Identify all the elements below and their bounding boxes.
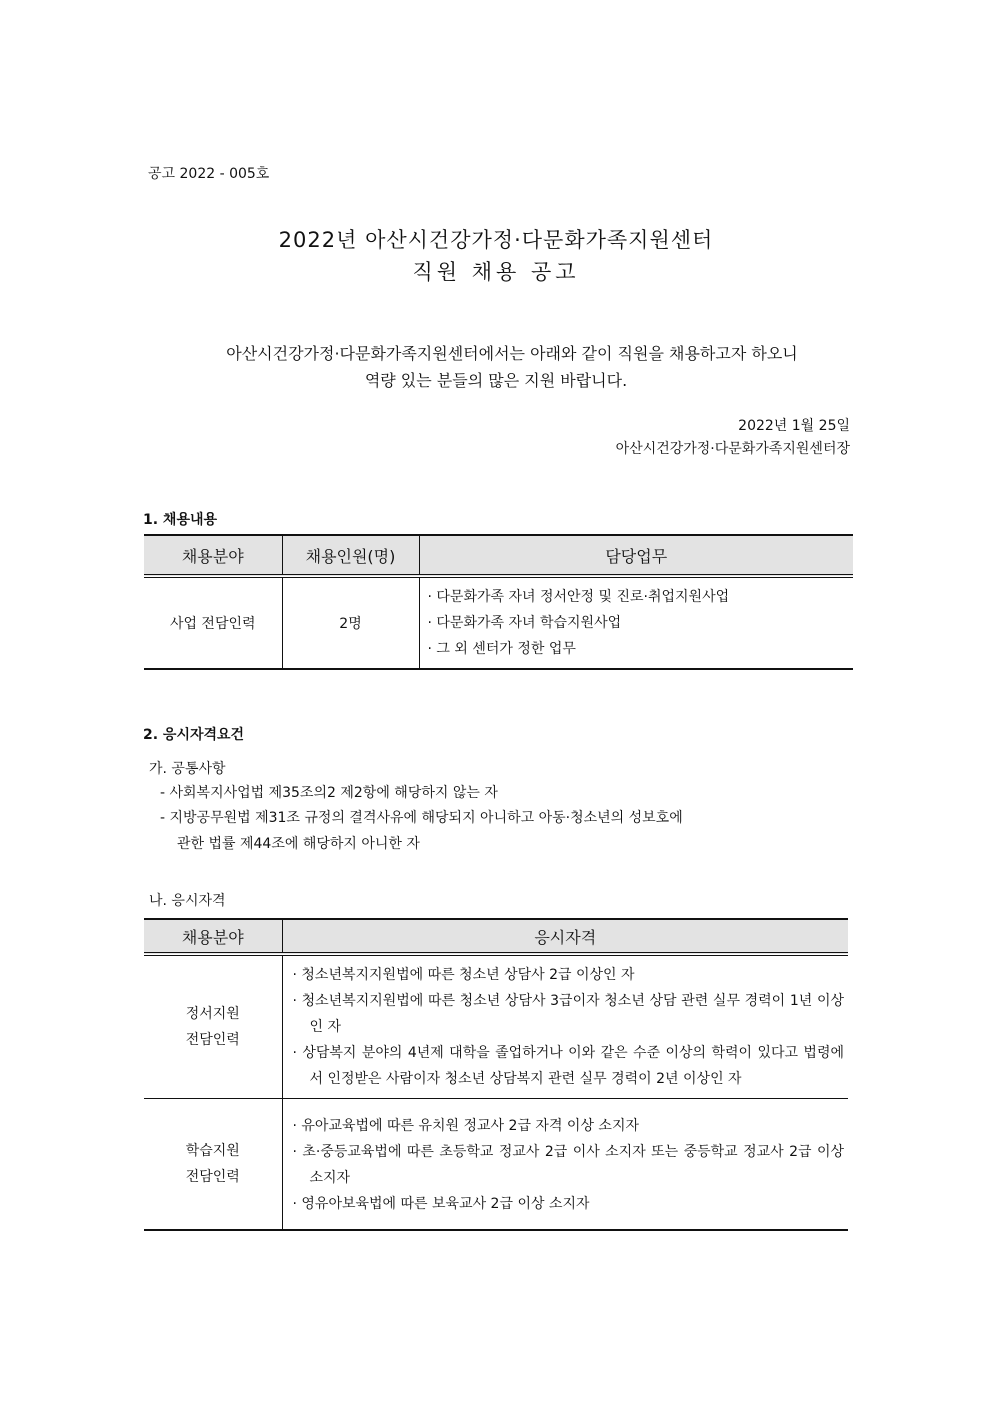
- qualification-item: · 유아교육법에 따른 유치원 정교사 2급 자격 이상 소지자: [292, 1118, 639, 1134]
- duty-item: · 다문화가족 자녀 학습지원사업: [427, 615, 622, 631]
- cell-qualification: [282, 1099, 848, 1231]
- qualification-table-header: [144, 919, 848, 954]
- recruitment-table-header: [144, 535, 853, 576]
- header-qualification: 응시자격: [282, 919, 848, 954]
- qualification-table: [144, 918, 848, 1231]
- qualification-item: · 상담복지 분야의 4년제 대학을 졸업하거나 이와 같은 수준 이상의 학력이 있다고 법령에서 인정받은 사람이자 청소년 상담복지 관련 실무 경력이 2년 이상인 자: [292, 1045, 844, 1087]
- header-count: 채용인원(명): [282, 535, 419, 576]
- qualification-item: · 초·중등교육법에 따른 초등학교 정교사 2급 이사 소지자 또는 중등학교 정교사 2급 이상 소지자: [292, 1144, 844, 1186]
- cell-qualification: [282, 954, 848, 1099]
- qualification-item: · 청소년복지지원법에 따른 청소년 상담사 3급이자 청소년 상담 관련 실무 경력이 1년 이상인 자: [292, 993, 844, 1035]
- signer: 아산시건강가정·다문화가족지원센터장: [615, 441, 850, 457]
- common-requirement-item: 관한 법률 제44조에 해당하지 아니한 자: [177, 836, 420, 852]
- section2-heading: 2. 응시자격요건: [143, 727, 245, 743]
- header-field: 채용분야: [144, 535, 282, 576]
- page-title-line2: 직원 채용 공고: [412, 260, 580, 284]
- qualification-label: 나. 응시자격: [149, 893, 226, 909]
- cell-duties: [419, 576, 853, 669]
- cell-field: 사업 전담인력: [144, 576, 282, 669]
- notice-date: 2022년 1월 25일: [738, 418, 850, 434]
- common-requirement-item: - 지방공무원법 제31조 규정의 결격사유에 해당되지 아니하고 아동·청소년의 성보호에: [160, 810, 683, 826]
- cell-field: [144, 954, 282, 1099]
- common-requirements-label: 가. 공통사항: [149, 761, 226, 777]
- duty-item: · 그 외 센터가 정한 업무: [427, 641, 576, 657]
- recruitment-table: [144, 534, 853, 670]
- intro-line1: 아산시건강가정·다문화가족지원센터에서는 아래와 같이 직원을 채용하고자 하오니: [226, 344, 798, 363]
- section1-heading: 1. 채용내용: [143, 512, 218, 528]
- field-line: 전담인력: [185, 1032, 240, 1048]
- duty-item: · 다문화가족 자녀 정서안정 및 진로·취업지원사업: [427, 589, 730, 605]
- qualification-item: · 청소년복지지원법에 따른 청소년 상담사 2급 이상인 자: [292, 967, 635, 983]
- qualification-item: · 영유아보육법에 따른 보육교사 2급 이상 소지자: [292, 1196, 590, 1212]
- header-field: 채용분야: [144, 919, 282, 954]
- field-line: 전담인력: [185, 1169, 240, 1185]
- common-requirement-item: - 사회복지사업법 제35조의2 제2항에 해당하지 않는 자: [160, 785, 498, 801]
- cell-count: 2명: [282, 576, 419, 669]
- table-row: [144, 1099, 848, 1231]
- field-line: 정서지원: [185, 1006, 240, 1022]
- table-row: [144, 576, 853, 669]
- intro-line2: 역량 있는 분들의 많은 지원 바랍니다.: [364, 371, 628, 390]
- header-duties: 담당업무: [419, 535, 853, 576]
- cell-field: [144, 1099, 282, 1231]
- table-row: [144, 954, 848, 1099]
- notice-number: 공고 2022 - 005호: [148, 166, 270, 182]
- field-line: 학습지원: [185, 1143, 240, 1159]
- page-title-line1: 2022년 아산시건강가정·다문화가족지원센터: [278, 228, 714, 252]
